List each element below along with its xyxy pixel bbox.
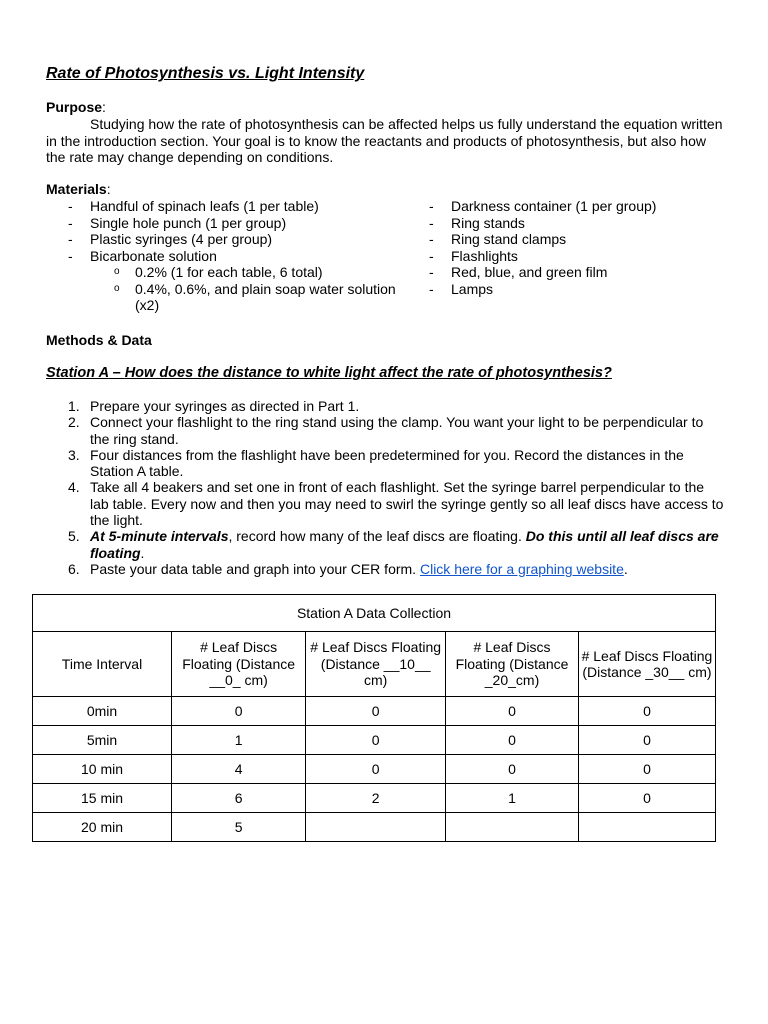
station-question: How does the distance to white light affect the rate of photosynthesis? — [124, 365, 612, 381]
step-text: . — [140, 544, 145, 561]
dash-bullet-icon: - — [68, 247, 73, 264]
sub-list-item — [68, 281, 398, 314]
table-row — [33, 755, 716, 784]
table-cell[interactable]: 0 — [578, 784, 715, 813]
table-cell[interactable]: 0 — [446, 726, 579, 755]
table-row — [33, 726, 716, 755]
list-item — [68, 198, 398, 215]
table-row — [33, 784, 716, 813]
list-item — [429, 231, 729, 248]
column-header: # Leaf Discs Floating (Distance __0_ cm) — [172, 632, 306, 697]
materials-list-right — [429, 198, 729, 297]
table-cell[interactable]: 0 — [446, 697, 579, 726]
table-cell[interactable]: 10 min — [33, 755, 172, 784]
list-item — [429, 281, 729, 298]
procedure-steps — [46, 398, 726, 577]
materials-list-left — [68, 198, 398, 314]
material-text: Single hole punch (1 per group) — [90, 214, 287, 231]
material-text: Plastic syringes (4 per group) — [90, 231, 273, 247]
table-cell[interactable] — [446, 813, 579, 842]
station-label: Station A — [46, 365, 109, 381]
material-text: Bicarbonate solution — [90, 247, 217, 264]
table-cell[interactable]: 5min — [33, 726, 172, 755]
table-cell[interactable] — [578, 813, 715, 842]
table-cell[interactable]: 0 — [578, 697, 715, 726]
list-item — [46, 479, 726, 528]
step-text: Paste your data table and graph into your CER form. — [90, 560, 420, 577]
list-item — [429, 198, 729, 215]
table-cell[interactable]: 0 — [306, 726, 446, 755]
table-cell[interactable]: 1 — [172, 726, 306, 755]
table-cell[interactable]: 0 — [578, 726, 715, 755]
material-text: Lamps — [451, 280, 494, 297]
material-sub-text: 0.2% (1 for each table, 6 total) — [135, 264, 323, 280]
dash-bullet-icon: - — [429, 280, 434, 297]
station-dash: – — [108, 365, 125, 381]
step-emphasis: At 5-minute intervals — [90, 528, 229, 545]
station-a-heading — [46, 364, 612, 382]
table-cell[interactable] — [306, 813, 446, 842]
list-item — [46, 414, 726, 447]
list-item — [429, 215, 729, 232]
table-row — [33, 813, 716, 842]
table-cell[interactable]: 20 min — [33, 813, 172, 842]
materials-heading-label: Materials — [46, 181, 107, 197]
materials-heading-colon: : — [106, 181, 111, 197]
table-cell[interactable]: 0 — [172, 697, 306, 726]
table-caption-row — [33, 595, 716, 632]
step-text: Connect your flashlight to the ring stand using the clamp. You want your light to be perpendicular to the ring stand. — [90, 414, 704, 447]
circle-bullet-icon: o — [114, 282, 120, 294]
table-cell[interactable]: 6 — [172, 784, 306, 813]
step-number: 3. — [68, 446, 80, 463]
step-text: . — [623, 560, 628, 577]
step-number: 5. — [68, 528, 80, 545]
step-number: 4. — [68, 479, 80, 496]
material-text: Flashlights — [451, 247, 518, 264]
station-a-data-table — [32, 594, 716, 842]
table-cell[interactable]: 0min — [33, 697, 172, 726]
step-text: Four distances from the flashlight have been predetermined for you. Record the distances in the Station A table. — [90, 446, 684, 480]
list-item — [46, 528, 726, 561]
document-title: Rate of Photosynthesis vs. Light Intensity — [46, 65, 365, 82]
list-item — [46, 398, 726, 414]
table-cell[interactable]: 0 — [578, 755, 715, 784]
dash-bullet-icon: - — [429, 231, 434, 247]
list-item — [46, 561, 726, 577]
table-header-row — [33, 632, 716, 697]
sub-list-item — [68, 264, 398, 281]
list-item — [46, 447, 726, 480]
purpose-heading-colon: : — [102, 99, 106, 115]
step-number: 6. — [68, 560, 80, 577]
purpose-paragraph: Studying how the rate of photosynthesis can be affected helps us fully understand the equation written in the introduction section. Your goal is to know the reactants and products of photosynthesis, but also how the rate may change depending on conditions. — [46, 116, 723, 165]
step-number: 1. — [68, 398, 80, 414]
dash-bullet-icon: - — [429, 198, 434, 214]
dash-bullet-icon: - — [429, 214, 434, 231]
material-text: Ring stand clamps — [451, 231, 567, 247]
dash-bullet-icon: - — [68, 214, 73, 231]
step-number: 2. — [68, 414, 80, 431]
dash-bullet-icon: - — [429, 264, 434, 280]
table-cell[interactable]: 0 — [446, 755, 579, 784]
column-header: # Leaf Discs Floating (Distance _30__ cm) — [578, 632, 715, 697]
table-cell[interactable]: 0 — [306, 697, 446, 726]
column-header: Time Interval — [33, 632, 172, 697]
dash-bullet-icon: - — [68, 231, 73, 247]
graphing-website-link[interactable]: Click here for a graphing website — [419, 560, 624, 577]
list-item — [68, 231, 398, 248]
table-cell[interactable]: 4 — [172, 755, 306, 784]
table-cell[interactable]: 1 — [446, 784, 579, 813]
table-cell[interactable]: 15 min — [33, 784, 172, 813]
material-text: Darkness container (1 per group) — [451, 198, 657, 214]
list-item — [68, 248, 398, 265]
column-header: # Leaf Discs Floating (Distance _20_cm) — [446, 632, 579, 697]
table-caption: Station A Data Collection — [33, 595, 716, 632]
dash-bullet-icon: - — [68, 198, 73, 214]
circle-bullet-icon: o — [114, 266, 120, 277]
material-text: Red, blue, and green film — [451, 264, 608, 280]
table-cell[interactable]: 2 — [306, 784, 446, 813]
list-item — [429, 248, 729, 265]
purpose-heading — [46, 99, 106, 116]
column-header: # Leaf Discs Floating (Distance __10__ cm) — [306, 632, 446, 697]
materials-heading — [46, 181, 111, 198]
methods-heading: Methods & Data — [46, 332, 152, 348]
table-cell[interactable]: 0 — [306, 755, 446, 784]
step-emphasis: Do this until all leaf discs are floating — [90, 528, 719, 561]
step-text: , record how many of the leaf discs are floating. — [228, 528, 526, 545]
step-text: Take all 4 beakers and set one in front of each flashlight. Set the syringe barrel perpendicular to the lab table. Every now and then you may need to swirl the syringe gently so all leaf discs have access to the light. — [90, 479, 724, 529]
list-item — [68, 215, 398, 232]
material-text: Ring stands — [451, 214, 525, 231]
table-cell[interactable]: 5 — [172, 813, 306, 842]
purpose-heading-label: Purpose — [46, 99, 103, 115]
material-sub-text: 0.4%, 0.6%, and plain soap water solution (x2) — [135, 280, 396, 313]
material-text: Handful of spinach leafs (1 per table) — [90, 198, 319, 214]
step-text: Prepare your syringes as directed in Part 1. — [90, 398, 360, 414]
table-row — [33, 697, 716, 726]
dash-bullet-icon: - — [429, 247, 434, 264]
list-item — [429, 264, 729, 281]
